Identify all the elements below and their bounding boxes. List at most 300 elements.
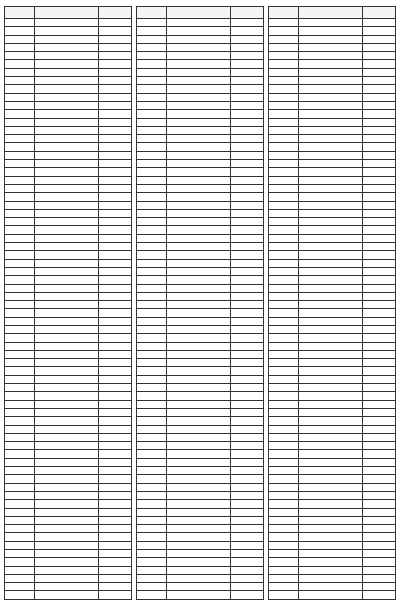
cell-contract-no	[35, 276, 99, 284]
cell-contract-no	[299, 52, 363, 60]
cell-contract-no	[299, 508, 363, 516]
cell-contract-no	[299, 550, 363, 558]
cell-name	[269, 458, 299, 466]
table-row	[5, 500, 132, 508]
cell-contract-no	[35, 317, 99, 325]
table-row	[269, 458, 396, 466]
cell-amount	[362, 375, 395, 383]
table-row	[137, 218, 264, 226]
cell-name	[269, 342, 299, 350]
cell-contract-no	[35, 425, 99, 433]
table-row	[5, 550, 132, 558]
cell-contract-no	[167, 160, 231, 168]
cell-amount	[362, 234, 395, 242]
cell-contract-no	[167, 176, 231, 184]
table-row	[269, 35, 396, 43]
cell-name	[269, 533, 299, 541]
cell-contract-no	[35, 301, 99, 309]
cell-name	[5, 234, 35, 242]
cell-amount	[362, 591, 395, 599]
cell-name	[137, 491, 167, 499]
cell-amount	[362, 27, 395, 35]
cell-amount	[230, 384, 263, 392]
cell-name	[5, 143, 35, 151]
table-row	[137, 458, 264, 466]
cell-name	[5, 525, 35, 533]
cell-contract-no	[35, 408, 99, 416]
cell-name	[269, 184, 299, 192]
cell-amount	[98, 101, 131, 109]
table-row	[5, 126, 132, 134]
cell-contract-no	[167, 350, 231, 358]
cell-amount	[98, 417, 131, 425]
cell-name	[5, 583, 35, 591]
table-row	[137, 384, 264, 392]
cell-contract-no	[35, 201, 99, 209]
cell-name	[137, 251, 167, 259]
cell-contract-no	[167, 400, 231, 408]
cell-contract-no	[35, 550, 99, 558]
table-row	[5, 458, 132, 466]
table-row	[137, 193, 264, 201]
cell-contract-no	[167, 60, 231, 68]
table-row	[137, 574, 264, 582]
cell-name	[5, 591, 35, 599]
cell-name	[5, 218, 35, 226]
cell-contract-no	[167, 375, 231, 383]
header-amount	[362, 7, 395, 19]
cell-name	[269, 334, 299, 342]
table-row	[269, 350, 396, 358]
cell-contract-no	[167, 367, 231, 375]
cell-amount	[362, 151, 395, 159]
cell-name	[269, 500, 299, 508]
table-row	[137, 558, 264, 566]
table-row	[269, 168, 396, 176]
cell-contract-no	[299, 375, 363, 383]
cell-amount	[362, 251, 395, 259]
table-row	[5, 151, 132, 159]
cell-contract-no	[299, 110, 363, 118]
table-row	[269, 151, 396, 159]
cell-contract-no	[299, 317, 363, 325]
table-row	[137, 550, 264, 558]
table-row	[269, 425, 396, 433]
cell-contract-no	[299, 533, 363, 541]
cell-amount	[98, 60, 131, 68]
table-row	[269, 126, 396, 134]
cell-amount	[230, 143, 263, 151]
cell-amount	[230, 93, 263, 101]
cell-contract-no	[167, 433, 231, 441]
cell-contract-no	[167, 491, 231, 499]
cell-contract-no	[299, 301, 363, 309]
table-row	[5, 533, 132, 541]
cell-amount	[230, 309, 263, 317]
cell-contract-no	[35, 27, 99, 35]
table-row	[269, 301, 396, 309]
cell-name	[269, 467, 299, 475]
cell-amount	[230, 400, 263, 408]
table-row	[137, 516, 264, 524]
cell-contract-no	[167, 126, 231, 134]
cell-name	[137, 243, 167, 251]
cell-amount	[230, 218, 263, 226]
cell-name	[5, 27, 35, 35]
cell-contract-no	[35, 168, 99, 176]
table-row	[137, 184, 264, 192]
cell-contract-no	[299, 243, 363, 251]
cell-contract-no	[35, 126, 99, 134]
cell-name	[269, 60, 299, 68]
table-row	[137, 110, 264, 118]
cell-name	[137, 43, 167, 51]
cell-name	[269, 375, 299, 383]
cell-name	[137, 118, 167, 126]
table-row	[5, 110, 132, 118]
table-row	[269, 375, 396, 383]
cell-contract-no	[167, 19, 231, 27]
cell-contract-no	[35, 525, 99, 533]
cell-contract-no	[35, 433, 99, 441]
cell-name	[5, 176, 35, 184]
cell-contract-no	[35, 450, 99, 458]
table-row	[137, 226, 264, 234]
cell-contract-no	[35, 43, 99, 51]
cell-name	[269, 483, 299, 491]
cell-contract-no	[35, 500, 99, 508]
table-row	[269, 284, 396, 292]
cell-contract-no	[35, 226, 99, 234]
cell-contract-no	[299, 259, 363, 267]
table-body	[137, 19, 264, 600]
cell-contract-no	[167, 566, 231, 574]
cell-amount	[230, 77, 263, 85]
cell-name	[5, 475, 35, 483]
table-row	[5, 209, 132, 217]
cell-name	[137, 516, 167, 524]
cell-amount	[230, 375, 263, 383]
cell-amount	[230, 259, 263, 267]
cell-amount	[362, 143, 395, 151]
table-row	[5, 408, 132, 416]
header-name	[137, 7, 167, 19]
table-row	[5, 442, 132, 450]
cell-contract-no	[35, 475, 99, 483]
cell-amount	[230, 408, 263, 416]
table-row	[5, 234, 132, 242]
cell-contract-no	[299, 334, 363, 342]
cell-contract-no	[167, 218, 231, 226]
cell-name	[137, 19, 167, 27]
cell-contract-no	[35, 52, 99, 60]
cell-name	[269, 151, 299, 159]
cell-name	[269, 350, 299, 358]
cell-contract-no	[167, 243, 231, 251]
table-row	[137, 284, 264, 292]
cell-name	[269, 574, 299, 582]
cell-contract-no	[167, 77, 231, 85]
table-row	[269, 516, 396, 524]
table-row	[269, 525, 396, 533]
cell-amount	[230, 151, 263, 159]
cell-contract-no	[299, 68, 363, 76]
table-row	[269, 234, 396, 242]
cell-amount	[230, 201, 263, 209]
cell-amount	[230, 359, 263, 367]
cell-name	[137, 433, 167, 441]
cell-name	[5, 325, 35, 333]
cell-amount	[230, 118, 263, 126]
cell-amount	[362, 118, 395, 126]
cell-contract-no	[299, 176, 363, 184]
table-row	[5, 350, 132, 358]
cell-amount	[230, 533, 263, 541]
cell-amount	[362, 433, 395, 441]
cell-amount	[230, 491, 263, 499]
cell-amount	[362, 574, 395, 582]
cell-name	[269, 317, 299, 325]
cell-name	[5, 93, 35, 101]
table-row	[137, 126, 264, 134]
cell-contract-no	[299, 143, 363, 151]
table-row	[137, 118, 264, 126]
table-row	[137, 168, 264, 176]
cell-name	[269, 417, 299, 425]
cell-contract-no	[167, 458, 231, 466]
cell-name	[137, 400, 167, 408]
cell-amount	[230, 417, 263, 425]
cell-name	[269, 251, 299, 259]
cell-amount	[230, 19, 263, 27]
cell-amount	[362, 483, 395, 491]
table-row	[137, 350, 264, 358]
table-row	[5, 325, 132, 333]
cell-amount	[230, 516, 263, 524]
cell-amount	[98, 367, 131, 375]
cell-contract-no	[299, 591, 363, 599]
cell-amount	[230, 541, 263, 549]
table-row	[137, 566, 264, 574]
cell-amount	[98, 126, 131, 134]
table-row	[137, 367, 264, 375]
cell-contract-no	[35, 334, 99, 342]
cell-contract-no	[35, 60, 99, 68]
cell-contract-no	[35, 541, 99, 549]
table-row	[5, 160, 132, 168]
cell-contract-no	[167, 201, 231, 209]
table-row	[137, 93, 264, 101]
cell-contract-no	[299, 251, 363, 259]
cell-name	[137, 85, 167, 93]
table-row	[137, 259, 264, 267]
cell-amount	[362, 566, 395, 574]
table-row	[269, 500, 396, 508]
cell-amount	[230, 251, 263, 259]
cell-name	[269, 193, 299, 201]
cell-amount	[98, 359, 131, 367]
cell-name	[5, 450, 35, 458]
cell-name	[137, 392, 167, 400]
cell-name	[5, 442, 35, 450]
table-row	[5, 135, 132, 143]
table-row	[269, 408, 396, 416]
cell-name	[5, 292, 35, 300]
cell-contract-no	[167, 525, 231, 533]
cell-name	[5, 160, 35, 168]
cell-amount	[98, 135, 131, 143]
table-row	[5, 583, 132, 591]
cell-amount	[362, 475, 395, 483]
table-row	[269, 292, 396, 300]
table-row	[137, 375, 264, 383]
cell-amount	[98, 234, 131, 242]
cell-amount	[98, 267, 131, 275]
cell-contract-no	[299, 384, 363, 392]
table-row	[269, 226, 396, 234]
cell-amount	[230, 27, 263, 35]
cell-amount	[98, 458, 131, 466]
cell-name	[137, 458, 167, 466]
table-row	[137, 176, 264, 184]
table-row	[137, 77, 264, 85]
cell-name	[269, 442, 299, 450]
cell-name	[137, 475, 167, 483]
cell-amount	[230, 60, 263, 68]
cell-name	[137, 525, 167, 533]
table-row	[269, 417, 396, 425]
cell-name	[5, 193, 35, 201]
table-row	[137, 433, 264, 441]
cell-amount	[98, 375, 131, 383]
cell-name	[137, 359, 167, 367]
cell-amount	[98, 392, 131, 400]
table-row	[269, 176, 396, 184]
table-row	[137, 201, 264, 209]
table-row	[5, 425, 132, 433]
cell-amount	[98, 500, 131, 508]
cell-amount	[98, 467, 131, 475]
table-row	[269, 27, 396, 35]
cell-amount	[362, 168, 395, 176]
cell-amount	[230, 591, 263, 599]
cell-contract-no	[35, 234, 99, 242]
table-row	[269, 491, 396, 499]
cell-name	[137, 317, 167, 325]
cell-amount	[362, 400, 395, 408]
cell-amount	[98, 433, 131, 441]
cell-contract-no	[35, 384, 99, 392]
cell-name	[5, 350, 35, 358]
cell-contract-no	[299, 516, 363, 524]
cell-name	[137, 93, 167, 101]
table-row	[137, 101, 264, 109]
cell-contract-no	[167, 359, 231, 367]
table-row	[137, 408, 264, 416]
cell-amount	[98, 52, 131, 60]
cell-name	[5, 574, 35, 582]
cell-name	[269, 52, 299, 60]
cell-contract-no	[167, 392, 231, 400]
cell-amount	[98, 143, 131, 151]
cell-contract-no	[167, 334, 231, 342]
cell-name	[5, 101, 35, 109]
cell-name	[5, 458, 35, 466]
cell-name	[137, 218, 167, 226]
table-row	[137, 541, 264, 549]
cell-contract-no	[35, 77, 99, 85]
table-row	[5, 143, 132, 151]
table-row	[5, 176, 132, 184]
cell-name	[269, 425, 299, 433]
header-contract-no	[35, 7, 99, 19]
cell-name	[269, 367, 299, 375]
cell-amount	[98, 541, 131, 549]
cell-name	[137, 52, 167, 60]
cell-amount	[98, 193, 131, 201]
cell-name	[137, 350, 167, 358]
cell-name	[269, 558, 299, 566]
cell-amount	[362, 541, 395, 549]
cell-amount	[98, 583, 131, 591]
cell-amount	[362, 317, 395, 325]
cell-name	[137, 176, 167, 184]
cell-amount	[98, 350, 131, 358]
cell-name	[5, 467, 35, 475]
cell-contract-no	[299, 201, 363, 209]
cell-name	[269, 301, 299, 309]
table-row	[269, 392, 396, 400]
table-row	[269, 433, 396, 441]
cell-amount	[362, 425, 395, 433]
cell-contract-no	[299, 483, 363, 491]
table-row	[269, 251, 396, 259]
cell-contract-no	[299, 467, 363, 475]
cell-name	[5, 533, 35, 541]
cell-contract-no	[299, 126, 363, 134]
table-row	[269, 110, 396, 118]
table-row	[269, 384, 396, 392]
cell-amount	[362, 201, 395, 209]
table-row	[137, 583, 264, 591]
cell-contract-no	[35, 583, 99, 591]
cell-contract-no	[299, 292, 363, 300]
cell-amount	[362, 301, 395, 309]
cell-name	[5, 184, 35, 192]
table-row	[269, 243, 396, 251]
cell-name	[269, 27, 299, 35]
cell-amount	[98, 325, 131, 333]
table-row	[5, 101, 132, 109]
table-row	[5, 433, 132, 441]
table-row	[137, 325, 264, 333]
table-row	[269, 342, 396, 350]
cell-name	[137, 276, 167, 284]
cell-name	[5, 135, 35, 143]
cell-amount	[362, 467, 395, 475]
cell-amount	[230, 284, 263, 292]
cell-amount	[230, 276, 263, 284]
cell-contract-no	[299, 85, 363, 93]
cell-amount	[362, 491, 395, 499]
cell-amount	[98, 284, 131, 292]
cell-name	[5, 276, 35, 284]
cell-amount	[98, 218, 131, 226]
cell-contract-no	[35, 135, 99, 143]
cell-amount	[362, 267, 395, 275]
cell-amount	[230, 442, 263, 450]
cell-amount	[98, 508, 131, 516]
